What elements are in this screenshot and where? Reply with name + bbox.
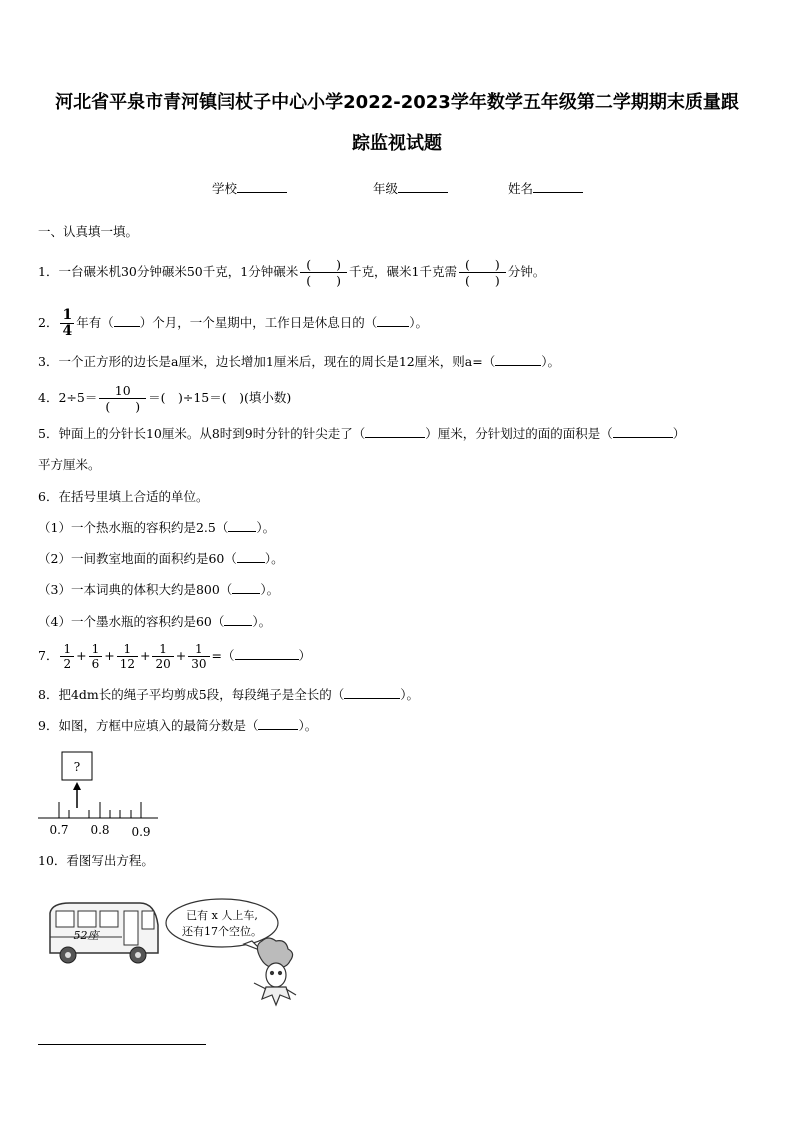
question-text: ＝( )÷15＝( )(填小数) <box>148 390 292 405</box>
answer-blank[interactable] <box>377 326 409 327</box>
page-title-line-1: 河北省平泉市青河镇闫杖子中心小学2022-2023学年数学五年级第二学期期末质量跟 <box>55 92 739 113</box>
answer-blank[interactable] <box>114 326 140 327</box>
question-text: 在括号里填上合适的单位。 <box>58 489 209 504</box>
speech-line-1: 已有 x 人上车, <box>186 909 258 922</box>
question-6-item: （1）一个热水瓶的容积约是2.5（ ）。 <box>38 520 276 535</box>
info-row <box>212 180 583 198</box>
cartoon-character-icon <box>254 938 296 1005</box>
tick-label: 0.7 <box>49 823 69 837</box>
question-text: ）。 <box>400 687 419 702</box>
question-6 <box>38 488 208 506</box>
question-text: ）个月，一个星期中，工作日是休息日的（ <box>139 315 378 330</box>
question-text: ）厘米，分针划过的面的面积是（ <box>425 426 613 441</box>
bus-seat-label: 52座 <box>73 929 99 942</box>
question-9 <box>38 717 317 735</box>
fraction-blank[interactable]: $\frac{( )}{( )}$ <box>300 257 347 288</box>
question-number: 1． <box>38 264 59 279</box>
answer-blank[interactable] <box>344 698 400 699</box>
question-text: 一台碾米机30分钟碾米50千克，1分钟碾米 <box>58 264 299 279</box>
question-text: 一个正方形的边长是a厘米，边长增加1厘米后，现在的周长是12厘米，则a=（ <box>58 354 496 369</box>
answer-blank[interactable] <box>232 593 260 594</box>
question-6-item: （4）一个墨水瓶的容积约是60（ ）。 <box>38 614 272 629</box>
tick-label: 0.8 <box>90 823 110 837</box>
fraction-one-quarter: $\frac{1}{4}$ <box>62 307 73 339</box>
answer-blank[interactable] <box>237 562 265 563</box>
fraction: $\frac{1}{30}$ <box>188 642 209 671</box>
answer-blank[interactable] <box>235 659 299 660</box>
question-text: ）。 <box>541 354 560 369</box>
question-text: ）。 <box>409 315 428 330</box>
question-8 <box>38 686 419 704</box>
question-number: 3． <box>38 354 59 369</box>
question-text: ） <box>672 426 686 441</box>
question-number: 2． <box>38 315 59 330</box>
tick-label: 0.9 <box>131 825 151 839</box>
question-text: 分钟。 <box>507 264 546 279</box>
question-text: 看图写出方程。 <box>66 853 154 868</box>
question-number: 10． <box>38 853 67 868</box>
question-text: 年有（ <box>76 315 114 330</box>
question-number: 4． <box>38 390 59 405</box>
fraction: $\frac{1}{6}$ <box>89 642 103 671</box>
fraction: $\frac{1}{2}$ <box>60 642 74 671</box>
answer-blank[interactable] <box>613 437 673 438</box>
school-blank[interactable] <box>237 192 287 193</box>
arrow-head-icon <box>73 782 81 790</box>
question-4 <box>38 383 291 414</box>
question-3 <box>38 353 560 371</box>
question-text: 钟面上的分针长10厘米。从8时到9时分针的针尖走了（ <box>58 426 366 441</box>
fraction: $\frac{1}{12}$ <box>117 642 138 671</box>
question-10 <box>38 852 154 870</box>
number-line-figure <box>34 750 174 840</box>
grade-blank[interactable] <box>398 192 448 193</box>
question-text: 2÷5＝ <box>58 390 98 405</box>
question-mark: ? <box>73 760 81 774</box>
question-1 <box>38 257 545 288</box>
name-label: 姓名 <box>507 181 533 196</box>
page-title-line-2: 踪监视试题 <box>352 133 442 154</box>
question-5 <box>38 425 685 443</box>
fraction-blank[interactable]: $\frac{( )}{( )}$ <box>459 257 506 288</box>
bus-illustration <box>40 895 320 1010</box>
question-7: 7． $\frac{1}{2}$ + $\frac{1}{6}$ + $\frac{1}{12}$ + $\frac{1}{20}$ + $\frac{1}{30}$ =（ ） <box>38 642 312 671</box>
fraction: $\frac{1}{20}$ <box>152 642 173 671</box>
answer-blank[interactable] <box>495 365 541 366</box>
question-6-item: （2）一间教室地面的面积约是60（ ）。 <box>38 551 284 566</box>
answer-blank[interactable] <box>258 729 298 730</box>
question-number: 7． <box>38 648 59 663</box>
question-text: 把4dm长的绳子平均剪成5段，每段绳子是全长的（ <box>58 687 345 702</box>
question-text: 如图，方框中应填入的最简分数是（ <box>58 718 259 733</box>
answer-blank[interactable] <box>228 531 256 532</box>
fraction-blank[interactable]: $\frac{10}{( )}$ <box>99 383 146 414</box>
section-heading: 一、认真填一填。 <box>38 224 139 239</box>
question-number: 5． <box>38 426 59 441</box>
bus-icon <box>50 903 158 963</box>
grade-label: 年级 <box>372 181 398 196</box>
question-2 <box>38 308 428 339</box>
question-text: 千克，碾米1千克需 <box>348 264 457 279</box>
question-number: 8． <box>38 687 59 702</box>
question-5-cont: 平方厘米。 <box>38 457 101 472</box>
name-blank[interactable] <box>533 192 583 193</box>
speech-line-2: 还有17个空位。 <box>182 925 262 938</box>
question-number: 9． <box>38 718 59 733</box>
question-6-item: （3）一本词典的体积大约是800（ ）。 <box>38 582 280 597</box>
footnote-divider <box>38 1044 206 1045</box>
question-number: 6． <box>38 489 59 504</box>
answer-blank[interactable] <box>365 437 425 438</box>
school-label: 学校 <box>212 181 238 196</box>
question-text: ）。 <box>298 718 318 733</box>
answer-blank[interactable] <box>224 625 252 626</box>
